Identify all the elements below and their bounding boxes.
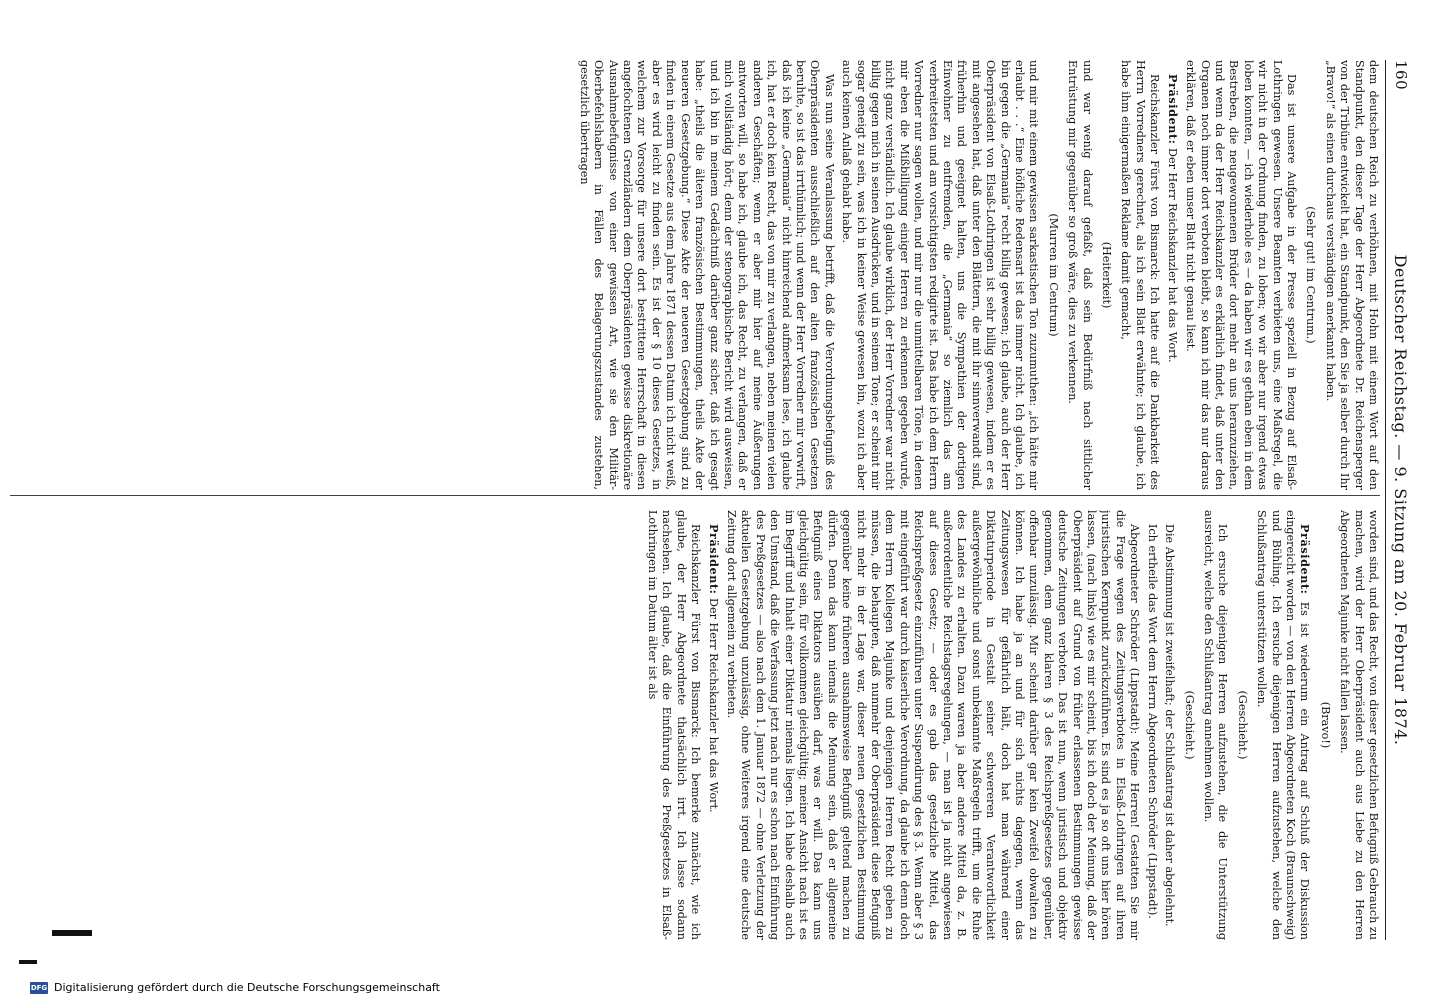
column-divider	[10, 495, 1380, 496]
paragraph: Reichskanzler Fürst von Bismarck: Ich hatte auf die Dankbarkeit des Herrn Vorredners gerechnet, als ich sein Blatt erwähnte; ich glaube, ich habe ihm einigermaßen Reklame damit gemacht,	[1119, 60, 1162, 490]
paragraph: Die Abstimmung ist zweifelhaft; der Schlußantrag ist daher abgelehnt.	[1163, 524, 1177, 927]
stage-direction: (Geschieht.)	[1182, 690, 1196, 760]
speaker-name: Präsident:	[1298, 524, 1313, 595]
page-title: Deutscher Reichstag. — 9. Sitzung am 20. Februar 1874.	[1391, 254, 1411, 746]
stage-direction: (Geschieht.)	[1235, 690, 1249, 760]
speaker-paragraph	[1164, 60, 1179, 490]
stage-direction: (Sehr gut! im Centrum.)	[1304, 206, 1318, 344]
speech-text: Der Herr Reichskanzler hat das Wort.	[1165, 148, 1179, 363]
stage-direction: (Bravo!)	[1318, 701, 1332, 749]
paragraph: und war wenig darauf gefaßt, daß sein Bedürfniß nach sittlicher Entrüstung mir gegenüber so groß wäre, dies zu verkennen.	[1066, 60, 1094, 490]
speech-text: Es ist wiederum ein Antrag auf Schluß der Diskussion eingereicht worden — von den Herren Abgeordneten Koch (Braunschweig) und Bühling. Ich ersuche diejenigen Herren aufzustehen, welche den Schlußantrag unterstützen wollen.	[1255, 510, 1312, 940]
left-column	[10, 60, 1380, 490]
paragraph: Reichskanzler Fürst von Bismarck: Ich bemerke zunächst, wie ich glaube, der Herr Abgeordnete thatsächlich irrt. Ich lasse sodann nachsehen. Ich glaube, daß die Einführung des Preßgesetzes in Elsaß-Lothringen im Datum älter ist als	[645, 510, 703, 940]
paragraph: Ich ersuche diejenigen Herren aufzustehen, die die Unterstützung ausreicht, welche den Schlußantrag annehmen wollen.	[1201, 510, 1230, 940]
paragraph: dem deutschen Reich zu verhöhnen, mit Hohn mit einem Wort auf den Standpunkt, den dieser Tage der Herr Abgeordnete Dr. Reichensperger von der Tribüne entwickelt hat, ein Standpunkt, den Sie ja selber durch Ihr „Bravo!“ als einen durchaus verständigen anerkannt haben.	[1323, 60, 1380, 490]
speech-text: Der Herr Reichskanzler hat das Wort.	[706, 598, 720, 813]
page-number: 160	[1392, 60, 1410, 91]
speaker-paragraph	[1254, 510, 1313, 940]
paragraph: worden sind, und das Recht, von dieser gesetzlichen Befugniß Gebrauch zu machen, wird der Herr Oberpräsident auch aus Liebe zu den Herren Abgeordneten Majunke nicht fallen lassen.	[1338, 510, 1380, 940]
paragraph: Abgeordneter Schröder (Lippstadt): Meine Herren! Gestatten Sie mir die Frage wegen des Zeitungsverbotes in Elsaß-Lothringen auf ihren juristischen Kernpunkt zurückzuführen. Es sind es ja so oft uns hier hören lassen, (nach links) wie es mir scheint, bis ich doch der Meinung, daß der Oberpräsident auf Grund von früher erlassenen Bestimmungen gewisse deutsche Zeitungen verboten. Das ist nun, wenn juristisch und objektiv genommen, dem ganz klaren § 3 des Reichspreßgesetzes gegenüber, offenbar unzulässig. Mir scheint darüber gar kein Zweifel obwalten zu können. Ich habe ja an und für sich nichts dagegen, wenn das Zeitungswesen für gefährlich hält, doch hat man während einer Diktaturperiode in Gestalt seiner schwereren Verantwortlichkeit außergewöhnliche und sonst unbekannte Maßregeln trifft, um die Ruhe des Landes zu erhalten. Dazu waren ja aber andere Mittel da, z. B. außerordentliche Reichstagsregelungen, — man ist ja nicht angewiesen auf dieses Gesetz; — oder es gab das gesetzliche Mittel, das Reichspreßgesetz einzuführen unter Suspendirung des § 3. Wenn aber § 3 mit eingeführt war durch kaiserliche Verordnung, da glaube ich denn doch dem Herrn Kollegen Majunke und denjenigen Herren Recht geben zu müssen, die behaupten, daß nunmehr der Oberpräsident diese Befugniß nicht mehr in der Lage war, dieser neuen gesetzlichen Bestimmung gegenüber keine früheren ausnahmsweise Befugniß geltend machen zu dürfen. Denn das kann niemals die Meinung sein, daß er allgemeine Befugniß eines Diktators ausüben darf, was er will. Das kann uns gleichgültig sein, für vollkommen gleichgültig; meiner Ansicht nach ist es im Begriff und Inhalt einer Diktatur niemals liegen. Ich habe deshalb auch den Umstand, daß die Verfassung jetzt nach nur es schon nach Einführung des Preßgesetzes — also nach dem 1. Januar 1872 — ohne Verletzung der aktuellen Gesetzgebung unzulässig, ohne Weiteres irgend eine deutsche Zeitung dort allgemein zu verbieten.	[724, 510, 1142, 940]
speaker-name: Präsident:	[706, 524, 721, 595]
scan-mark	[19, 960, 37, 964]
credit-text: Digitalisierung gefördert durch die Deutsche Forschungsgemeinschaft	[54, 981, 440, 994]
stage-direction: (Murren im Centrum)	[1046, 213, 1060, 337]
speaker-paragraph	[705, 510, 720, 940]
paragraph: Das ist unsere Aufgabe in der Presse speziell in Bezug auf Elsaß-Lothringen gewesen. Unsere Beamten verbieten uns, eine Maßregel, die wir nicht in der Ordnung finden, zu loben; wo wir aber nur irgend etwas loben konnten, — ich wiederhole es — da haben wir es gethan eben in dem Bestreben, die neugewonnenen Brüder dort mehr an uns heranzuziehen, und wenn da der Herr Reichskanzler es erklärlich findet, daß unter den Organen noch immer dort verboten bleibt, so kann ich mir das nur daraus erklären, daß er eben unser Blatt nicht genau liest.	[1184, 60, 1298, 490]
dfg-logo-icon: DFG	[30, 983, 48, 992]
header-rule	[1385, 60, 1386, 940]
right-column	[560, 510, 1380, 940]
paragraph: Ich ertheile das Wort dem Herrn Abgeordneten Schröder (Lippstadt).	[1145, 524, 1159, 919]
speaker-name: Präsident:	[1165, 74, 1180, 145]
paragraph: und mir mit einem gewissen sarkastischen Ton zuzumuthen: „ich hätte mir erlaubt . . .“ Eine höfliche Redensart ist das immer nicht. Ich glaube, ich bin gegen die „Germania“ recht billig gewesen; ich glaube, auch der Herr Oberpräsident von Elsaß-Lothringen ist sehr billig gewesen, indem er es mit angesehen hat, daß unter den Blättern, die mit ihr sinnverwandt sind, früherhin und geeignet halten, uns die Sympathien der dortigen Einwohner zu entfremden, die „Germania“ so ziemlich das am verbreitetsten und am vorsichtigsten redigirte ist. Das habe ich dem Herrn Vorredner nur sagen wollen, und mir nur die unmittelbaren Töne, in denen mir eben die Mißbilligung einiger Herren zu erkennen gegeben wurde, nicht ganz verständlich. Ich glaube wirklich, der Herr Vorredner war nicht billig gegen mich in seinen Ausdrücken, und in seinem Tone; er scheint mir sogar geneigt zu sein, was ich in keiner Weise gewesen bin, wozu ich aber auch keinen Anlaß gehabt habe.	[840, 60, 1041, 490]
paragraph: Was nun seine Veranlassung betrifft, daß die Verordnungsbefugniß des Oberpräsidenten ausschließlich auf den alten französischen Gesetzen beruhte, so ist das irrthümlich; und wenn der Herr Vorredner mir vorwirft, daß ich keine „Germania“ nicht hinreichend aufmerksam lese, ich glaube ich, hat er doch kein Recht, das von mir zu verlangen, neben meinen vielen anderen Geschäften; wenn er aber mir hier auf meine Äußerungen antworten will, so habe ich, glaube ich, das Recht, zu verlangen, daß er mich vollständig hört; denn der stenographische Bericht wird ausweisen, und ich bin in meinem Gedächtniß darüber ganz sicher, daß ich gesagt habe: „theils die älteren französischen Bestimmungen, theils Akte der neueren Gesetzgebung.“ Diese Akte der neueren Gesetzgebung sind zu finden in einem Gesetze aus dem Jahre 1871 dessen Datum ich nicht weiß, aber es wird leicht zu finden sein. Es ist der § 10 dieses Gesetzes, in welchem zur Vorsorge für unsere dort bestrittene Herrschaft in diesen angefochtenen Grenzländern dem Oberpräsidenten gewisse diskretionäre Ausnahmebefugnisse von einer gewissen Art, wie sie den Militär-Oberbefehlshabern in Fällen des Belagerungszustandes zustehen, gesetzlich übertragen	[577, 60, 836, 490]
digitization-credit	[30, 981, 440, 994]
page-header	[1388, 60, 1414, 940]
scan-mark	[52, 930, 92, 936]
stage-direction: (Heiterkeit)	[1100, 241, 1114, 309]
